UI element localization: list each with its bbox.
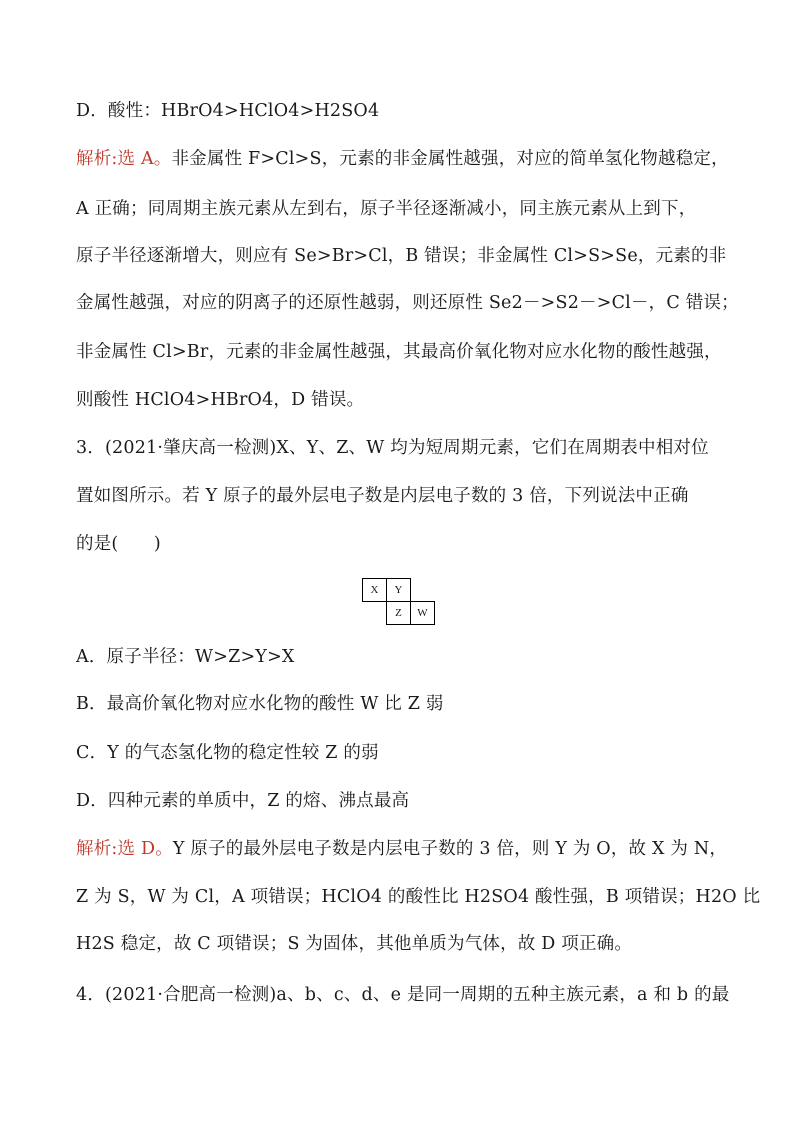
q2-analysis-line-5: 非金属性 Cl>Br，元素的非金属性越强，其最高价氧化物对应水化物的酸性越强， bbox=[76, 342, 722, 362]
q2-analysis-line-4: 金属性越强，对应的阴离子的还原性越弱，则还原性 Se2－>S2－>Cl－，C 错误； bbox=[76, 293, 739, 313]
q2-analysis-line-3: 原子半径逐渐增大，则应有 Se>Br>Cl，B 错误；非金属性 Cl>S>Se，元素的非 bbox=[76, 246, 727, 266]
cell-x: X bbox=[362, 578, 387, 602]
q2-analysis-label: 解析:选 A。 bbox=[76, 149, 172, 169]
q3-analysis-line-3: H2S 稳定，故 C 项错误；S 为固体，其他单质为气体，故 D 项正确。 bbox=[76, 934, 633, 954]
cell-z: Z bbox=[386, 601, 411, 625]
q3-option-c: C．Y 的气态氢化物的稳定性较 Z 的弱 bbox=[76, 743, 379, 763]
q4-stem-line-1: 4．(2021·合肥高一检测)a、b、c、d、e 是同一周期的五种主族元素，a 和 b 的最 bbox=[76, 985, 730, 1005]
q3-analysis-line-2: Z 为 S，W 为 Cl，A 项错误；HClO4 的酸性比 H2SO4 酸性强，B 项错误；H2O 比 bbox=[76, 887, 761, 907]
q3-option-a: A．原子半径：W>Z>Y>X bbox=[76, 647, 295, 667]
q3-stem-line-2: 置如图所示。若 Y 原子的最外层电子数是内层电子数的 3 倍，下列说法中正确 bbox=[76, 486, 689, 506]
q3-analysis-label: 解析:选 D。 bbox=[76, 839, 173, 859]
q2-option-d: D．酸性：HBrO4>HClO4>H2SO4 bbox=[76, 101, 380, 121]
q3-option-d: D．四种元素的单质中，Z 的熔、沸点最高 bbox=[76, 791, 410, 811]
cell-y: Y bbox=[386, 578, 411, 602]
q3-stem-line-1: 3．(2021·肇庆高一检测)X、Y、Z、W 均为短周期元素，它们在周期表中相对位 bbox=[76, 438, 709, 458]
cell-w: W bbox=[410, 601, 435, 625]
q3-stem-line-3: 的是( ) bbox=[76, 534, 161, 554]
periodic-position-table bbox=[362, 578, 434, 624]
q3-analysis-line-1: 解析:选 D。Y 原子的最外层电子数是内层电子数的 3 倍，则 Y 为 O，故 X 为 N， bbox=[76, 839, 728, 859]
q3-option-b: B．最高价氧化物对应水化物的酸性 W 比 Z 弱 bbox=[76, 694, 444, 714]
q2-analysis-line-1: 解析:选 A。非金属性 F>Cl>S，元素的非金属性越强，对应的简单氢化物越稳定， bbox=[76, 149, 729, 169]
q2-analysis-line-2: A 正确；同周期主族元素从左到右，原子半径逐渐减小，同主族元素从上到下， bbox=[76, 199, 697, 219]
q2-analysis-line-6: 则酸性 HClO4>HBrO4，D 错误。 bbox=[76, 390, 365, 410]
